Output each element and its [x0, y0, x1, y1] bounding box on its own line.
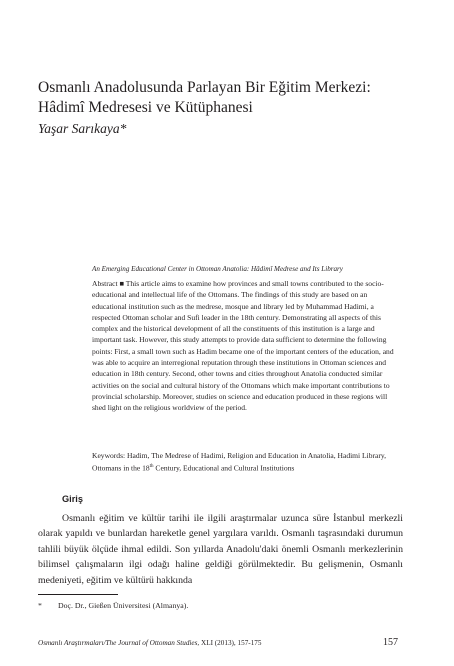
footnote-rule	[38, 594, 118, 595]
abstract-text: This article aims to examine how provinces and small towns contributed to the socio-educational and intellectual life of the Ottomans. The findings of this study are based on an educational institution such as the medrese, mosque and library led by Muhammad Hadimi, a respected Ottoman scholar and Sufi leader in the 18th century. Demonstrating all aspects of this complex and the historical development of all the constituents of this institution is a large and important task. However, this study attempts to provide data sufficient to determine the following points: First, a small town such as Hadim became one of the important centers of the education, and was able to acquire an interregional reputation through these institutions in Ottoman sciences and education in 18th century. Second, other towns and cities throughout Anatolia conducted similar activities on the social and cultural history of the Ottomans which make important contributions to provincial scholarship. Moreover, studies on science and education produced in these regions will shed light on the religious worldview of the period.	[92, 279, 394, 413]
english-title: An Emerging Educational Center in Ottoman Anatolia: Hâdimî Medrese and Its Library	[92, 265, 343, 273]
footnote-mark: *	[38, 601, 42, 610]
footer-journal: Osmanlı Araştırmaları/The Journal of Ottoman Studies,	[38, 639, 200, 647]
keywords-text-2: Century, Educational and Cultural Institutions	[153, 463, 295, 473]
page-number: 157	[383, 637, 398, 648]
keywords-text-1: Hadim, The Medrese of Hadimi, Religion and Education in Anatolia, Hadimi Library, Ottomans in the 18	[92, 451, 387, 473]
abstract-marker-icon: ■	[119, 279, 125, 288]
abstract-label: Abstract	[92, 279, 118, 288]
body-text	[38, 511, 403, 588]
footnote	[38, 601, 188, 610]
keywords	[92, 450, 402, 474]
keywords-label: Keywords:	[92, 451, 126, 460]
page-footer	[38, 639, 261, 647]
body-paragraph: Osmanlı eğitim ve kültür tarihi ile ilgili araştırmalar uzunca süre İstanbul merkezli olarak yapıldı ve bunlardan hareketle genel yargılara varıldı. Osmanlı taşrasındaki durumun tahlili büyük ölçüde ihmal edildi. Son yıllarda Anadolu'daki önemli Osmanlı merkezlerinin bilimsel çalışmaların ilgi odağı haline geldiği görülmektedir. Bu gelişmenin, Osmanlı medeniyeti, eğitim ve kültürü hakkında	[38, 513, 403, 586]
keywords-superscript: th	[149, 464, 154, 470]
article-title	[38, 78, 428, 118]
footnote-text: Doç. Dr., Gießen Üniversitesi (Almanya).	[57, 601, 189, 610]
section-heading: Giriş	[62, 494, 83, 504]
author-name: Yaşar Sarıkaya*	[38, 121, 127, 136]
abstract	[92, 278, 402, 414]
title-line-1: Osmanlı Anadolusunda Parlayan Bir Eğitim Merkezi:	[38, 79, 371, 96]
title-line-2: Hâdimî Medresesi ve Kütüphanesi	[38, 99, 253, 116]
footer-issue: XLI (2013), 157-175	[201, 639, 262, 647]
